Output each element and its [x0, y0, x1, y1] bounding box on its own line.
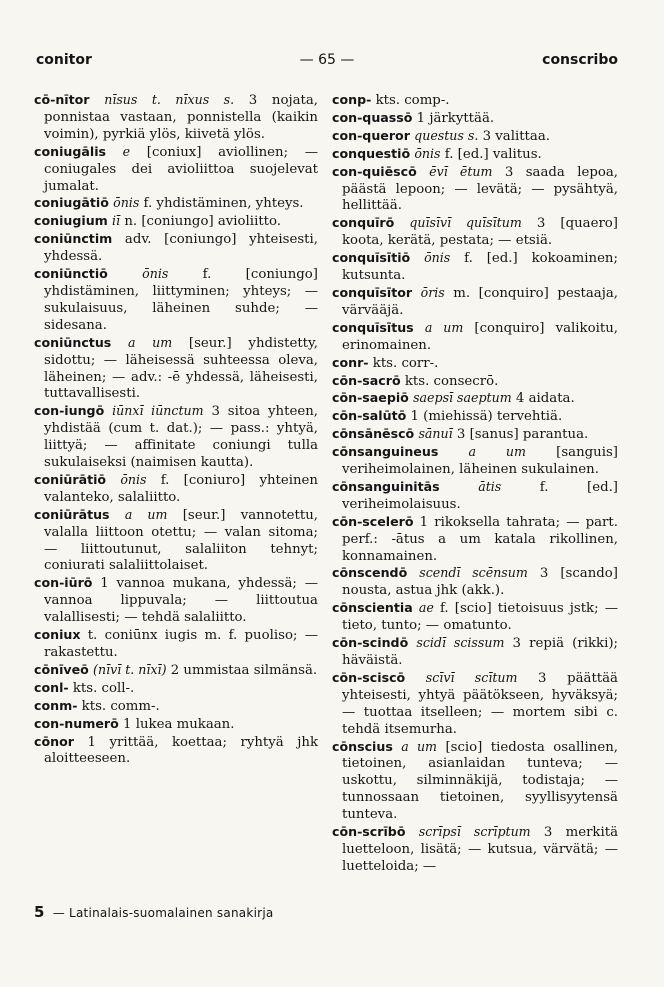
entry-definition: adv. [coniungo] yhteisesti, yhdessä.	[44, 232, 318, 265]
entry-forms: a um	[128, 334, 173, 350]
entry-forms: ōnis	[113, 195, 140, 211]
dictionary-entry	[332, 479, 618, 514]
entry-definition: n. [coniungo] avioliitto.	[124, 214, 282, 230]
entry-definition: [coniux] aviollinen; — coniugales dei avioliittoa suojelevat jumalat.	[44, 144, 319, 194]
dictionary-entry	[332, 565, 618, 600]
footer-title: — Latinalais-suomalainen sanakirja	[52, 906, 274, 920]
dictionary-entry	[34, 680, 318, 698]
entry-forms: ōris	[420, 284, 445, 300]
entry-headword: coniūrātiō	[34, 471, 107, 487]
entry-definition: [scio] tiedosta osallinen, tietoinen, asianlaidan tunteva; — uskottu, silminnäkijä, todistaja; — tunnossaan tietoinen, syyllisyytensä tunteva.	[342, 739, 618, 823]
dictionary-entry	[332, 320, 618, 355]
entry-headword: cōnsanguineus	[332, 444, 439, 460]
dictionary-entry	[34, 575, 318, 627]
entry-forms: ae	[418, 600, 434, 616]
entry-headword: coniugium	[34, 213, 108, 229]
dictionary-entry	[34, 92, 318, 144]
signature-number: 5	[34, 903, 45, 921]
dictionary-entry	[332, 110, 618, 128]
entry-forms: ātis	[478, 478, 502, 494]
entry-definition: 3 saada lepoa, päästä lepoon; — levätä; — pysähtyä, hellittää.	[342, 164, 619, 214]
entry-definition: f. yhdistäminen, yhteys.	[143, 196, 304, 212]
left-column	[34, 92, 318, 768]
entry-definition: f. [ed.] veriheimolaisuus.	[342, 479, 618, 512]
entry-headword: cō-nītor	[34, 92, 90, 107]
entry-definition: 1 vannoa mukana, yhdessä; — vannoa lippuvala; — liittoutua valallisesti; — tehdä salaliitto.	[44, 576, 318, 626]
dictionary-entry	[34, 716, 318, 734]
dictionary-entry	[332, 285, 618, 320]
entry-definition: f. [ed.] kokoaminen; kutsunta.	[342, 251, 618, 284]
dictionary-entry	[332, 128, 618, 146]
entry-definition: f. [ed.] valitus.	[444, 146, 542, 162]
entry-headword: cōnsānēscō	[332, 426, 415, 442]
entry-headword: coniūrātus	[34, 506, 110, 522]
entry-definition: [conquiro] valikoitu, erinomainen.	[342, 320, 618, 353]
right-guide-word: conscribo	[542, 52, 618, 68]
entry-headword: conquīrō	[332, 215, 395, 231]
entry-definition: 3 merkitä luetteloon, lisätä; — kutsua, värvätä; — luetteloida; —	[342, 825, 619, 874]
entry-headword: con-quiēscō	[332, 163, 417, 179]
dictionary-entry	[34, 472, 318, 507]
entry-forms: scendī scēnsum	[419, 565, 528, 581]
dictionary-entry	[34, 662, 318, 680]
dictionary-entry	[332, 824, 618, 876]
entry-forms: iī	[112, 213, 121, 229]
entry-forms: a um	[124, 506, 168, 522]
entry-definition: f. [scio] tietoisuus jstk; — tieto, tunto; — omatunto.	[342, 601, 619, 634]
dictionary-entry	[332, 426, 618, 444]
dictionary-entry	[332, 355, 618, 373]
dictionary-entry	[34, 335, 318, 404]
dictionary-entry	[332, 390, 618, 408]
entry-definition: 1 yrittää, koettaa; ryhtyä jhk aloitteeseen.	[44, 734, 318, 767]
dictionary-entry	[34, 627, 318, 662]
dictionary-entry	[332, 600, 618, 635]
entry-headword: conr-	[332, 354, 369, 370]
entry-headword: coniux	[34, 627, 81, 643]
entry-headword: conquīsītiō	[332, 250, 411, 266]
entry-headword: con-iungō	[34, 403, 105, 419]
entry-headword: cōn-scelerō	[332, 513, 414, 529]
entry-definition: 1 järkyttää.	[416, 110, 495, 126]
entry-definition: 3 [scando] nousta, astua jhk (akk.).	[342, 566, 618, 599]
entry-headword: cōnor	[34, 733, 74, 749]
dictionary-entry	[34, 195, 318, 213]
entry-headword: cōnscendō	[332, 565, 408, 581]
entry-headword: conquestiō	[332, 145, 411, 161]
entry-definition: 1 (miehissä) tervehtiä.	[410, 409, 563, 425]
entry-forms: a um	[424, 319, 464, 335]
entry-forms: scrīpsī scrīptum	[418, 824, 531, 840]
entry-forms: scidī scissum	[416, 635, 505, 651]
entry-headword: cōnīveō	[34, 661, 89, 677]
dictionary-entry	[332, 92, 618, 110]
entry-headword: cōn-scrībō	[332, 824, 406, 840]
entry-headword: cōn-sciscō	[332, 669, 406, 685]
entry-forms: e	[122, 143, 131, 159]
entry-definition: 3 repiä (rikki); häväistä.	[342, 636, 618, 668]
entry-forms: iūnxī iūnctum	[112, 403, 204, 419]
entry-headword: cōn-salūtō	[332, 408, 407, 424]
entry-headword: coniūnctiō	[34, 266, 108, 282]
entry-forms: scīvī scītum	[425, 669, 518, 685]
dictionary-entry	[34, 734, 318, 769]
entry-headword: coniūnctus	[34, 334, 112, 350]
entry-headword: con-iūrō	[34, 575, 93, 591]
entry-headword: conquīsītus	[332, 319, 414, 335]
entry-definition: 3 nojata, ponnistaa vastaan, ponnistella (kaikin voimin), pyrkiä ylös, kiivetä ylös.	[44, 93, 319, 142]
entry-definition: [sanguis] veriheimolainen, läheinen sukulainen.	[342, 445, 618, 478]
entry-definition: 3 päättää yhteisesti, yhtyä päätökseen, hyväksyä; — tuottaa itselleen; — mortem sibi c. tehdä itsemurha.	[342, 670, 618, 737]
entry-headword: con-numerō	[34, 715, 119, 731]
entry-definition: kts. comm-.	[81, 698, 160, 714]
entry-forms: a um	[401, 738, 438, 754]
entry-headword: conm-	[34, 697, 78, 713]
dictionary-entry	[332, 739, 618, 825]
dictionary-entry	[332, 373, 618, 391]
dictionary-entry	[332, 215, 618, 250]
dictionary-entry	[332, 444, 618, 479]
dictionary-entry	[332, 164, 618, 216]
entry-headword: cōn-sacrō	[332, 372, 401, 388]
entry-definition: f. [coniungo] yhdistäminen, liittyminen; yhteys; — sukulaisuus, läheinen suhde; — sidesana.	[44, 267, 318, 333]
entry-headword: con-queror	[332, 127, 410, 143]
dictionary-entry	[332, 514, 618, 566]
dictionary-entry	[34, 231, 318, 266]
dictionary-entry	[34, 213, 318, 231]
entry-forms: a um	[468, 444, 526, 460]
page-header	[36, 52, 618, 76]
entry-forms: sānuī	[418, 426, 453, 442]
entry-headword: coniugālis	[34, 143, 107, 159]
entry-forms: ōnis	[142, 266, 169, 282]
dictionary-entry	[332, 670, 618, 739]
dictionary-entry	[34, 507, 318, 576]
entry-headword: conp-	[332, 92, 372, 107]
entry-definition: m. [conquiro] pestaaja, värvääjä.	[342, 285, 618, 318]
entry-forms: questus s.	[414, 127, 479, 143]
entry-headword: cōn-scindō	[332, 635, 409, 651]
entry-definition: t. coniūnx iugis m. f. puoliso; — rakastettu.	[44, 628, 318, 660]
entry-definition: 3 [sanus] parantua.	[456, 427, 589, 443]
entry-definition: 3 valittaa.	[482, 128, 550, 144]
entry-definition: [seur.] yhdistetty, sidottu; — läheisessä suhteessa oleva, läheinen; — adv.: -ē yhdessä, läheisesti, tuttavallisesti.	[44, 335, 318, 402]
entry-definition: [seur.] vannotettu, valalla liittoon otettu; — valan sitoma; — liittoutunut, salaliiton tehnyt; coniurati salaliittolaiset.	[44, 507, 318, 574]
entry-definition: 1 lukea mukaan.	[123, 716, 235, 732]
entry-forms: quīsīvī quīsītum	[409, 215, 522, 231]
left-guide-word: conitor	[36, 52, 92, 68]
entry-forms: ōnis	[424, 250, 451, 266]
entry-headword: coniūnctim	[34, 231, 113, 247]
entry-definition: f. [coniuro] yhteinen valanteko, salaliitto.	[44, 472, 318, 505]
entry-forms: ēvī ētum	[429, 163, 493, 179]
entry-definition: 1 rikoksella tahrata; — part. perf.: -ātus a um katala rikollinen, konnamainen.	[342, 514, 618, 564]
dictionary-entry	[332, 408, 618, 426]
entry-headword: coniugātiō	[34, 195, 109, 211]
entry-headword: con-quassō	[332, 109, 413, 125]
entry-headword: cōnscientia	[332, 600, 413, 616]
entry-definition: 4 aidata.	[515, 391, 575, 407]
dictionary-entry	[34, 144, 318, 196]
dictionary-entry	[332, 146, 618, 164]
dictionary-entry	[332, 250, 618, 285]
dictionary-entry	[34, 266, 318, 335]
page-number: — 65 —	[299, 52, 355, 68]
entry-forms: nīsus t. nīxus s.	[104, 92, 235, 107]
entry-forms: saepsī saeptum	[413, 390, 512, 406]
entry-headword: cōnsanguinitās	[332, 478, 440, 494]
entry-forms: ōnis	[414, 145, 441, 161]
entry-headword: cōnscius	[332, 738, 393, 754]
entry-headword: cōn-saepiō	[332, 390, 409, 406]
page-footer	[34, 903, 274, 921]
entry-definition: kts. corr-.	[372, 355, 439, 371]
entry-headword: conquīsītor	[332, 284, 413, 300]
dictionary-entry	[34, 403, 318, 472]
entry-definition: kts. consecrō.	[404, 373, 499, 389]
entry-definition: 3 [quaero] koota, kerätä, pestata; — etsiä.	[342, 216, 618, 249]
entry-definition: 2 ummistaa silmänsä.	[170, 662, 318, 678]
entry-forms: (nīvī t. nīxī)	[93, 661, 167, 677]
entry-definition: 3 sitoa yhteen, yhdistää (cum t. dat.); — pass.: yhtyä, liittyä; — affinitate coniungi tulla sukulaiseksi (naimisen kautta).	[44, 404, 318, 471]
dictionary-entry	[332, 635, 618, 670]
dictionary-entry	[34, 698, 318, 716]
entry-definition: kts. coll-.	[72, 680, 135, 696]
entry-forms: ōnis	[120, 471, 147, 487]
entry-definition: kts. comp-.	[375, 93, 450, 108]
entry-headword: conl-	[34, 679, 69, 695]
right-column	[332, 92, 618, 876]
